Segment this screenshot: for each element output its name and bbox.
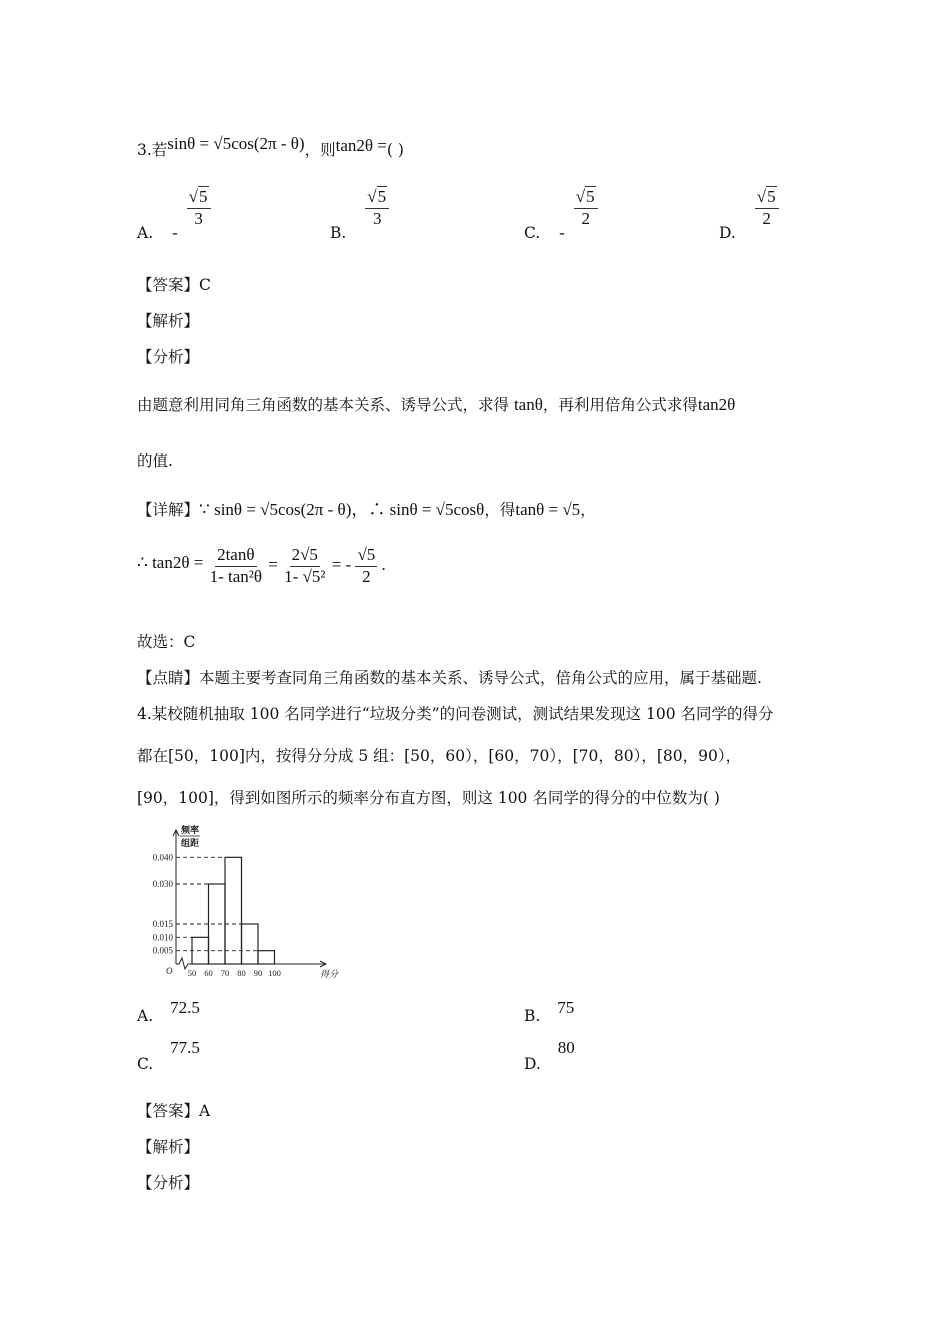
- frequency-histogram: [134, 822, 338, 984]
- analysis-math: tan2θ: [697, 395, 736, 414]
- q4-stem-line2: 都在[50，100]内，按得分分成 5 组：[50，60），[60，70），[70，80），[80，90），: [137, 747, 742, 765]
- q4-fenxi: 【分析】: [137, 1174, 200, 1192]
- option-fraction: $\frac{√5}{3}$: [365, 188, 389, 228]
- histogram-bar: [242, 924, 259, 964]
- detail-math: ∵ sinθ = √5cos(2π - θ): [199, 500, 352, 519]
- calc-equals: = -: [331, 555, 352, 575]
- option-letter: D.: [719, 224, 736, 243]
- q3-option-b: [330, 187, 387, 243]
- calc-fraction-1: $\frac{2\tan\theta}{\text{1- tan²θ}}$: [209, 545, 262, 586]
- y-label-numerator: 频率: [180, 825, 200, 835]
- q4-option-c: [137, 1038, 200, 1073]
- option-letter: B.: [524, 1007, 541, 1025]
- detail-text: ，: [580, 501, 596, 519]
- calc-equals: =: [268, 555, 278, 575]
- option-letter: B.: [330, 224, 347, 243]
- y-tick-label: 0.015: [152, 919, 173, 929]
- q3-answer: 【答案】C: [137, 276, 211, 294]
- option-letter: A.: [137, 224, 154, 243]
- histogram-bar: [225, 857, 242, 964]
- q3-analysis-line1: [137, 393, 735, 415]
- y-tick-label: 0.040: [152, 852, 173, 863]
- detail-label: 【详解】: [137, 501, 200, 519]
- option-fraction: $\frac{√5}{3}$: [187, 188, 211, 228]
- q4-option-b: [524, 998, 575, 1025]
- x-axis-label: 得分: [319, 969, 338, 979]
- calc-lhs: ∴ tan2θ =: [137, 553, 204, 573]
- q3-jiexi: 【解析】: [137, 312, 200, 330]
- x-tick-label: 50: [187, 968, 197, 978]
- x-tick-label: 70: [220, 968, 230, 978]
- option-sign: -: [559, 223, 565, 243]
- q3-fenxi: 【分析】: [137, 348, 200, 366]
- q4-stem-line1: 4.某校随机抽取 100 名同学进行“垃圾分类”的问卷测试，测试结果发现这 100 名同学的得分: [137, 705, 774, 723]
- q4-stem-line3: [90，100]，得到如图所示的频率分布直方图，则这 100 名同学的得分的中位数为( ): [137, 789, 720, 807]
- q4-option-d: [524, 1038, 575, 1073]
- x-tick-label: 100: [268, 968, 281, 978]
- q4-answer: 【答案】A: [137, 1102, 211, 1120]
- option-letter: C.: [524, 224, 541, 243]
- option-letter: A.: [137, 1007, 154, 1025]
- q3-detail: [137, 495, 596, 520]
- analysis-math: tanθ: [513, 395, 543, 414]
- analysis-text: 由题意利用同角三角函数的基本关系、诱导公式，求得: [137, 396, 510, 414]
- y-tick-label: 0.030: [152, 879, 173, 889]
- option-value: 75: [557, 998, 575, 1017]
- q3-option-d: [719, 187, 776, 243]
- option-sign: -: [172, 223, 178, 243]
- q3-dianjing: 【点睛】本题主要考查同角三角函数的基本关系、诱导公式，倍角公式的应用，属于基础题.: [137, 669, 762, 687]
- option-value: 80: [557, 1038, 575, 1057]
- q3-mid: ，则: [304, 141, 336, 159]
- q3-analysis-line2: 的值.: [137, 452, 173, 470]
- option-fraction: $\frac{√5}{2}$: [574, 188, 598, 228]
- q3-option-a: [137, 187, 208, 243]
- detail-math: ，∴ sinθ = √5cosθ: [351, 500, 485, 519]
- y-tick-label: 0.010: [152, 932, 173, 943]
- q3-condition: sinθ = √5cos(2π - θ): [167, 134, 305, 153]
- calc-fraction-2: $\frac{2√5}{\text{1- √5²}}$: [284, 545, 326, 586]
- histogram-labels: [153, 824, 339, 979]
- histogram-bar: [209, 884, 226, 964]
- histogram-bar: [258, 951, 275, 964]
- q3-choose: 故选：C: [137, 633, 196, 651]
- x-tick-label: 80: [237, 968, 246, 978]
- q3-ask: tan2θ =: [335, 136, 387, 155]
- analysis-text: ，再利用倍角公式求得: [542, 396, 698, 414]
- option-fraction: $\frac{√5}{2}$: [755, 188, 779, 228]
- origin-label: O: [166, 966, 173, 976]
- histogram-bars: [192, 857, 275, 964]
- option-letter: C.: [137, 1055, 154, 1073]
- y-label-denominator: 组距: [180, 838, 200, 848]
- option-value: 72.5: [170, 998, 200, 1017]
- x-tick-label: 90: [253, 968, 263, 978]
- q4-jiexi: 【解析】: [137, 1138, 200, 1156]
- detail-math: tanθ = √5: [515, 500, 581, 519]
- histogram-axes: [173, 830, 326, 969]
- y-tick-label: 0.005: [152, 945, 173, 956]
- detail-text: ，得: [484, 501, 516, 519]
- calc-fraction-3: $\frac{√5}{2}$: [357, 545, 376, 586]
- q3-number: 3.若: [137, 141, 168, 159]
- calc-period: .: [381, 555, 386, 575]
- option-letter: D.: [524, 1055, 541, 1073]
- x-tick-label: 60: [204, 968, 213, 978]
- q3-paren: ( ): [386, 141, 404, 159]
- q3-stem: [137, 134, 404, 160]
- q3-calculation: [137, 546, 386, 586]
- q3-option-c: [524, 187, 595, 243]
- option-value: 77.5: [170, 1038, 200, 1057]
- q4-option-a: [137, 998, 200, 1025]
